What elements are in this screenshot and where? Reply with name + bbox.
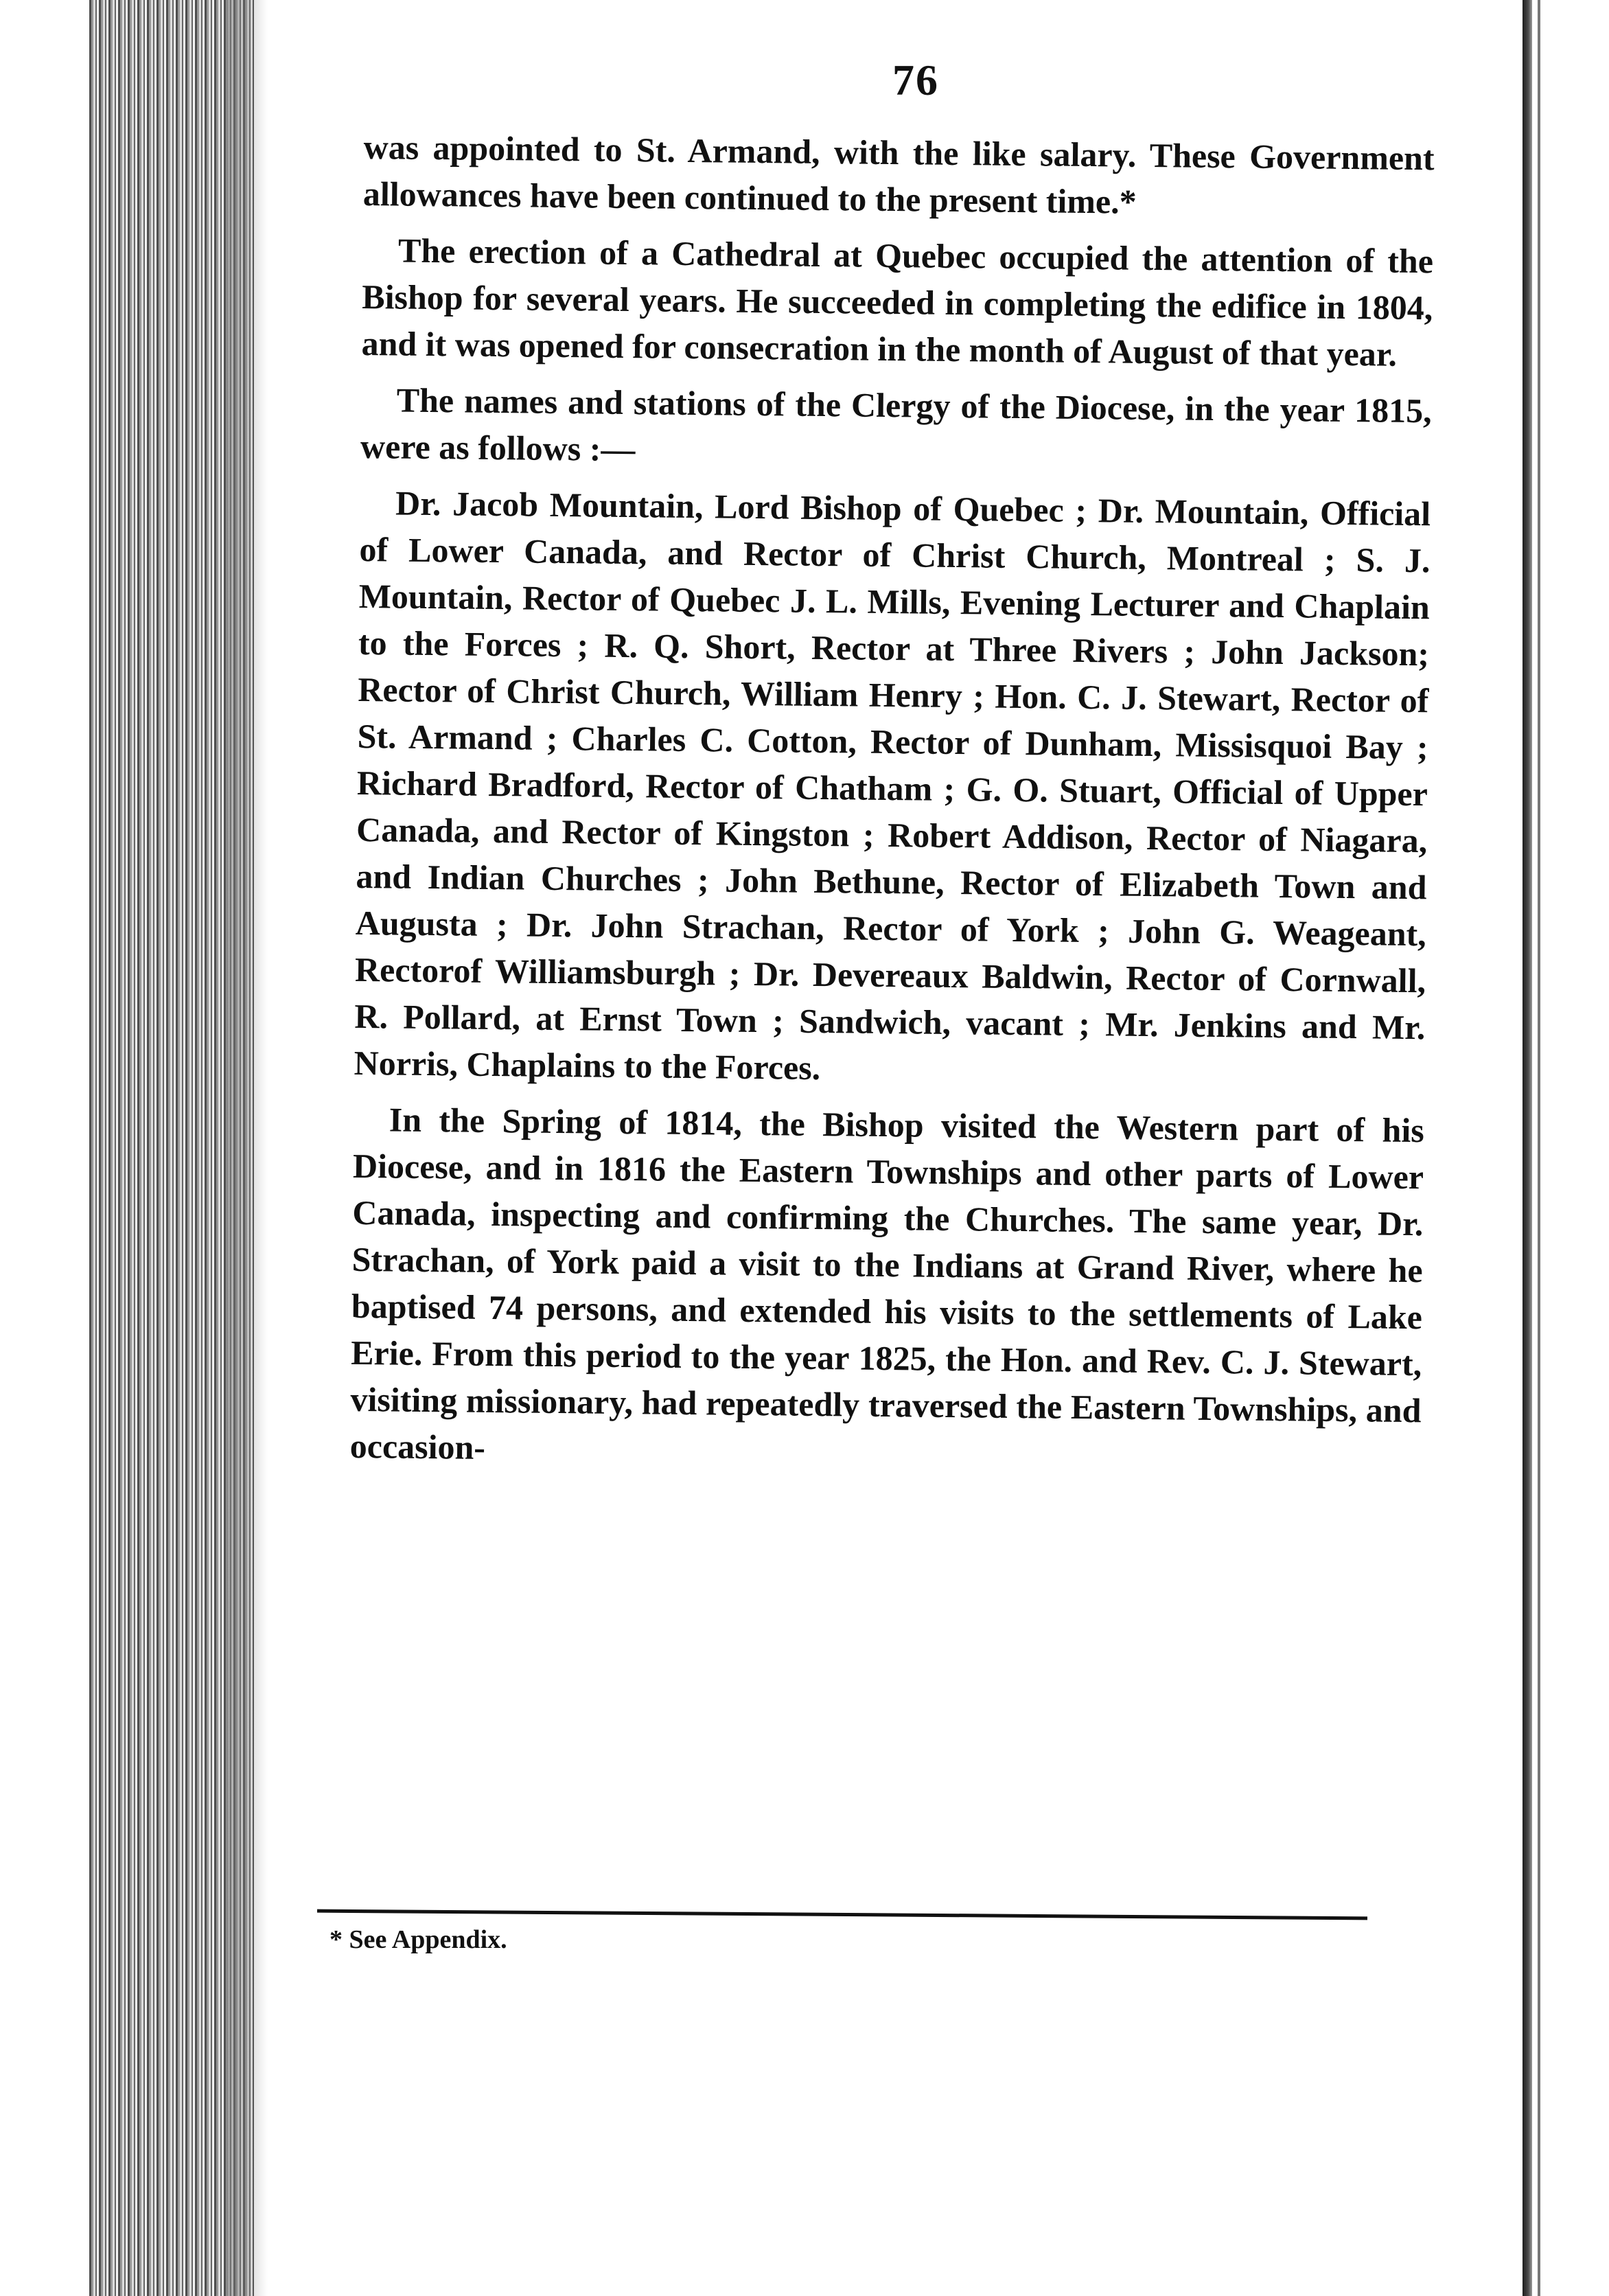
body-text <box>349 124 1435 1490</box>
book-right-edge-line <box>1538 0 1540 2296</box>
book-page <box>261 0 1517 2296</box>
book-right-edge <box>1523 0 1532 2296</box>
page-number: 76 <box>892 56 939 104</box>
paragraph: The names and stations of the Clergy of the Diocese, in the year 1815, were as follows :— <box>360 380 1432 469</box>
footnote: * See Appendix. <box>329 1925 507 1954</box>
paragraph: In the Spring of 1814, the Bishop visited the Western part of his Diocese, and in 1816 the Eastern Townships and other parts of Lower Canada, inspecting and confirming the Churches. The same year, Dr. Strachan, of York paid a visit to the Indians at Grand River, where he baptised 74 persons, and extended his visits to the settlements of Lake Erie. From this period to the year 1825, the Hon. and Rev. C. J. Stewart, visiting missionary, had repeatedly traversed the Eastern Townships, and occasion- <box>349 1100 1425 1467</box>
footnote-divider <box>317 1909 1367 1920</box>
paragraph: was appointed to St. Armand, with the like salary. These Government allowances have been continued to the present time.* <box>362 127 1435 221</box>
paragraph: The erection of a Cathedral at Quebec occupied the attention of the Bishop for several years. He succeeded in completing the edifice in 1804, and it was opened for consecration in the month of August of that year. <box>361 231 1434 374</box>
paragraph: Dr. Jacob Mountain, Lord Bishop of Quebec ; Dr. Mountain, Official of Lower Canada, and Rector of Christ Church, Montreal ; S. J. Mountain, Rector of Quebec J. L. Mills, Evening Lecturer and Chaplain to the Forces ; R. Q. Short, Rector at Three Rivers ; John Jackson; Rector of Christ Church, William Henry ; Hon. C. J. Stewart, Rector of St. Armand ; Charles C. Cotton, Rector of Dunham, Missisquoi Bay ; Richard Bradford, Rector of Chatham ; G. O. Stuart, Official of Upper Canada, and Rector of Kingston ; Robert Addison, Rector of Niagara, and Indian Churches ; John Bethune, Rector of Elizabeth Town and Augusta ; Dr. John Strachan, Rector of York ; John G. Weageant, Rectorof Williamsburgh ; Dr. Devereaux Baldwin, Rector of Cornwall, R. Pollard, at Ernst Town ; Sandwich, vacant ; Mr. Jenkins and Mr. Norris, Chaplains to the Forces. <box>354 483 1431 1088</box>
